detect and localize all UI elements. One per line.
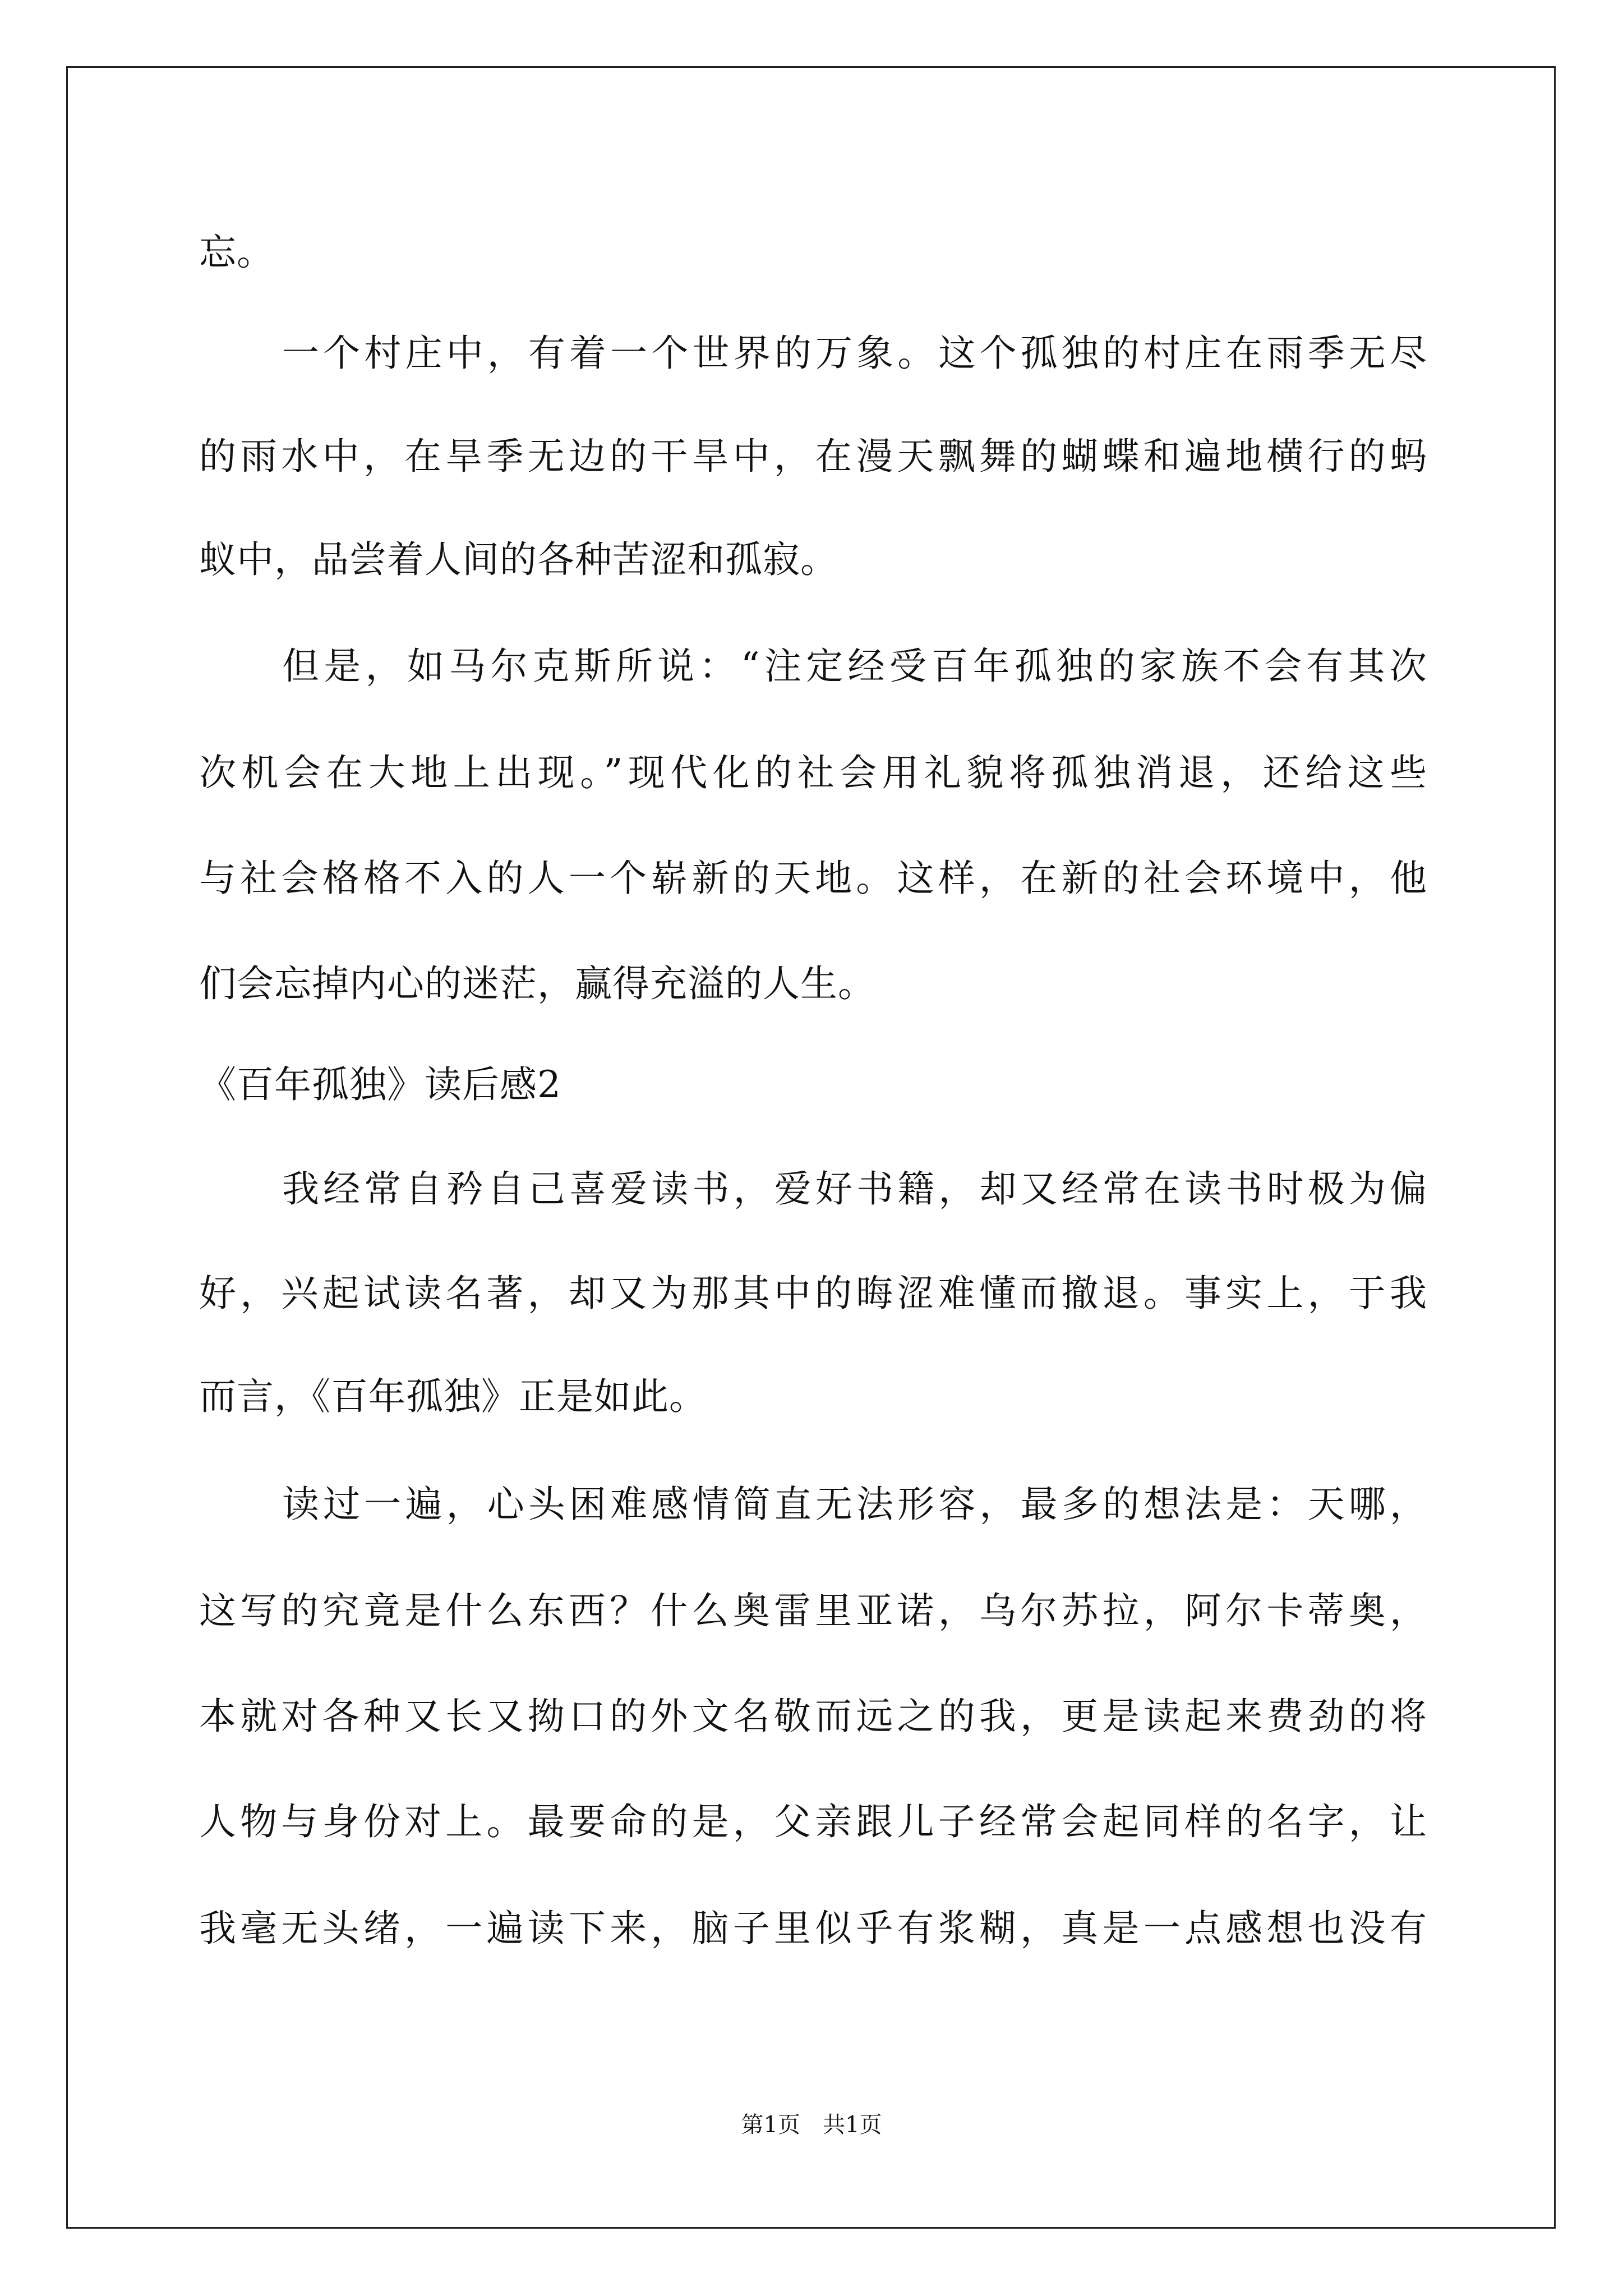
text-line: 忘。 bbox=[199, 231, 274, 274]
text-line: 这写的究竟是什么东西？什么奥雷里亚诺，乌尔苏拉，阿尔卡蒂奥， bbox=[199, 1589, 1427, 1632]
text-line: 而言，《百年孤独》正是如此。 bbox=[199, 1375, 707, 1418]
text-line: 我毫无头绪，一遍读下来，脑子里似乎有浆糊，真是一点感想也没有 bbox=[199, 1907, 1427, 1950]
text-line: 们会忘掉内心的迷茫，赢得充溢的人生。 bbox=[199, 962, 875, 1005]
paragraph-first-line: 一个村庄中，有着一个世界的万象。这个孤独的村庄在雨季无尽 bbox=[282, 332, 1427, 375]
text-line: 人物与身份对上。最要命的是，父亲跟儿子经常会起同样的名字，让 bbox=[199, 1800, 1427, 1843]
paragraph-first-line: 读过一遍，心头困难感情简直无法形容，最多的想法是：天哪， bbox=[282, 1483, 1427, 1526]
text-line: 蚁中，品尝着人间的各种苦涩和孤寂。 bbox=[199, 538, 838, 581]
text-line: 本就对各种又长又拗口的外文名敬而远之的我，更是读起来费劲的将 bbox=[199, 1695, 1427, 1738]
paragraph-first-line: 但是，如马尔克斯所说：“注定经受百年孤独的家族不会有其次 bbox=[282, 645, 1427, 688]
page-number-footer: 第1页 共1页 bbox=[741, 2112, 882, 2138]
text-line: 次机会在大地上出现。”现代化的社会用礼貌将孤独消退，还给这些 bbox=[199, 751, 1427, 794]
text-line: 与社会格格不入的人一个崭新的天地。这样，在新的社会环境中，他 bbox=[199, 857, 1427, 900]
text-line: 的雨水中，在旱季无边的干旱中，在漫天飘舞的蝴蝶和遍地横行的蚂 bbox=[199, 435, 1427, 478]
paragraph-first-line: 我经常自矜自己喜爱读书，爱好书籍，却又经常在读书时极为偏 bbox=[282, 1167, 1427, 1211]
text-line: 好，兴起试读名著，却又为那其中的晦涩难懂而撤退。事实上，于我 bbox=[199, 1272, 1427, 1315]
section-heading: 《百年孤独》读后感2 bbox=[199, 1063, 561, 1106]
